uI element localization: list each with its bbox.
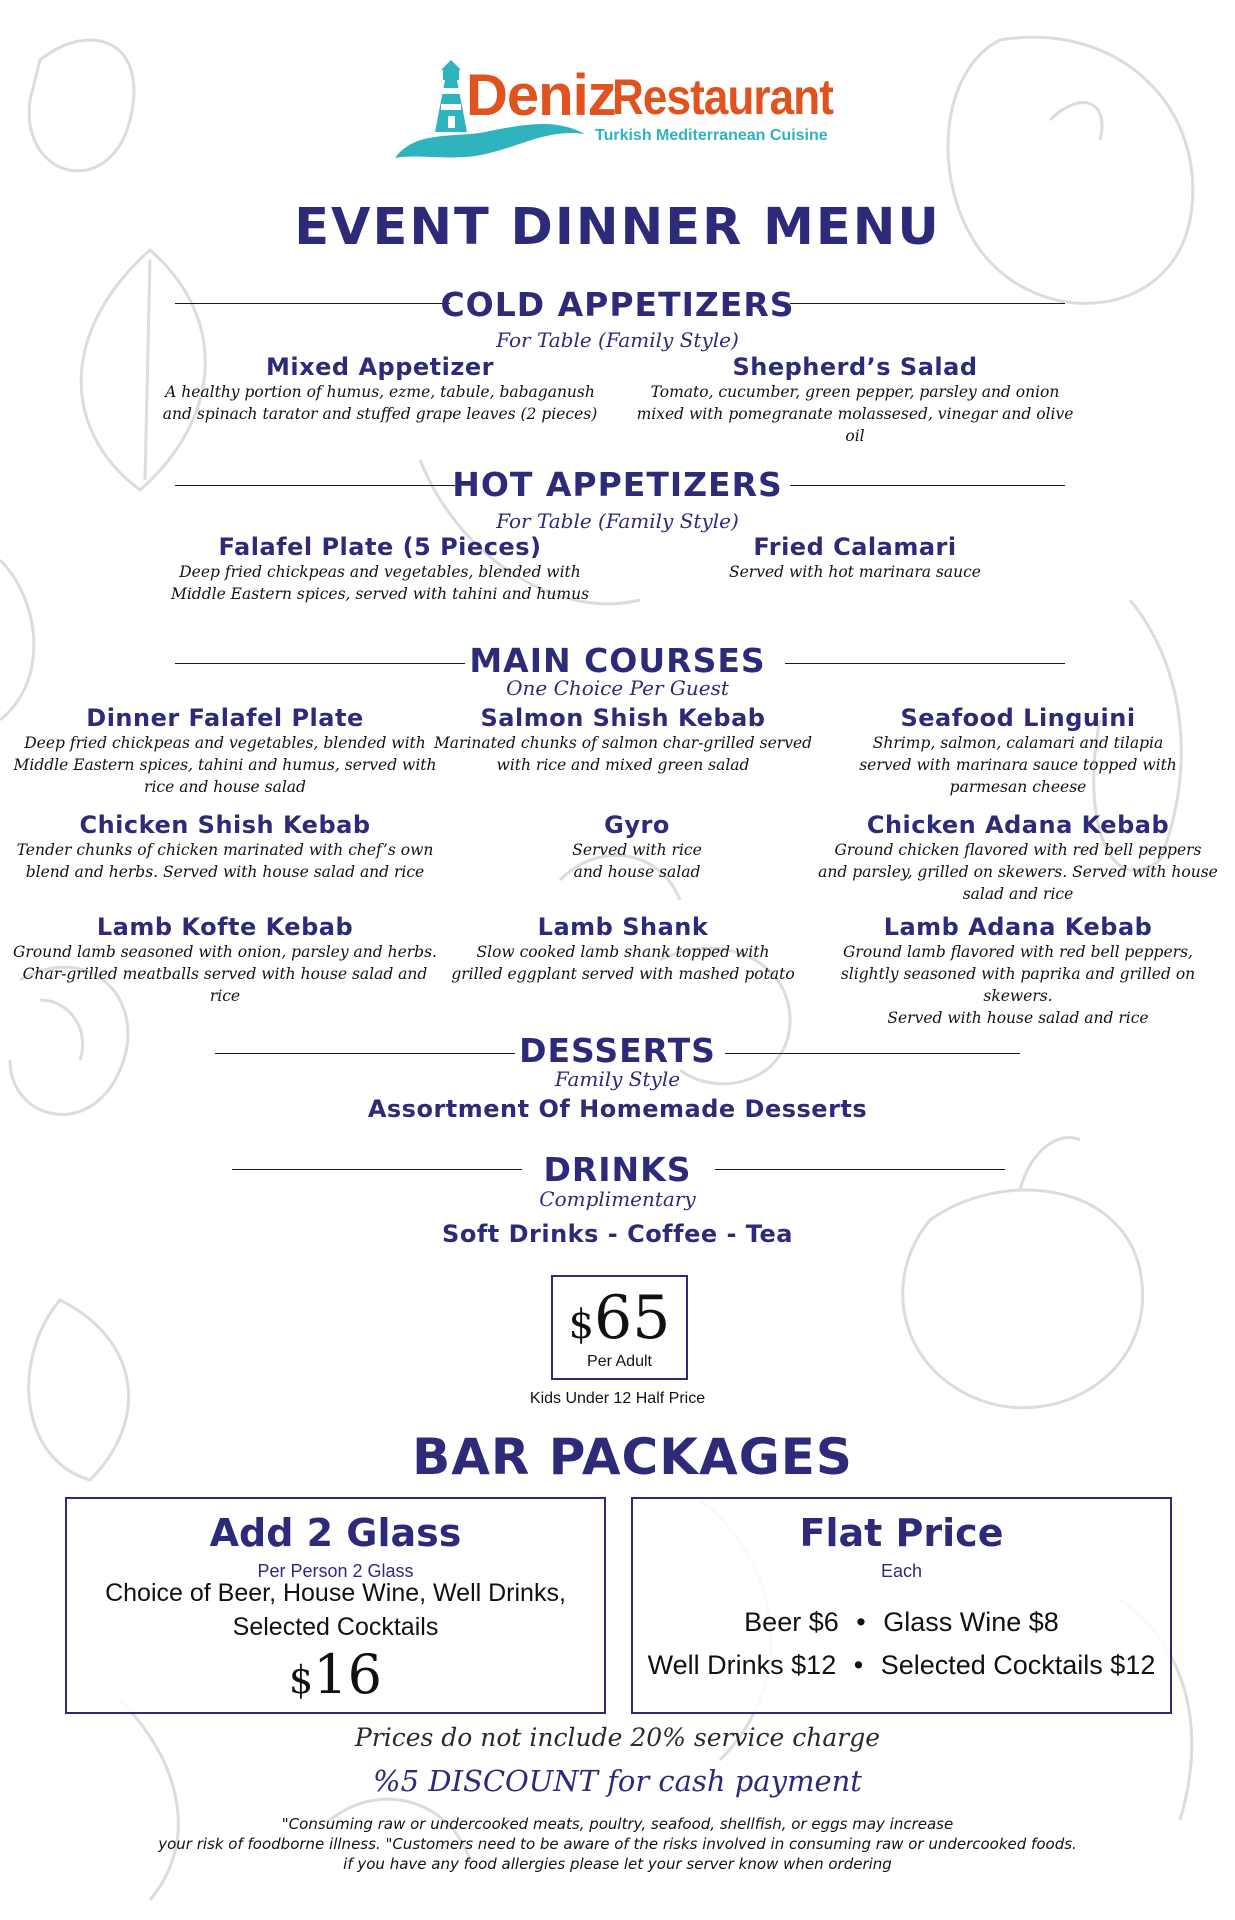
item-description: rice and house salad xyxy=(144,778,306,796)
item-name: Chicken Shish Kebab xyxy=(79,811,371,839)
item-name: Chicken Adana Kebab xyxy=(866,811,1170,839)
menu-item xyxy=(408,704,838,776)
add-glass-line1: Choice of Beer, House Wine, Well Drinks, xyxy=(105,1579,566,1607)
hot-appetizers-subtitle: For Table (Family Style) xyxy=(496,509,739,533)
item-name: Dinner Falafel Plate xyxy=(86,704,364,732)
flat-price-title: Flat Price xyxy=(799,1511,1004,1555)
price-per: Per Adult xyxy=(587,1353,652,1370)
desserts-title: DESSERTS xyxy=(519,1031,716,1070)
menu-item xyxy=(10,913,440,1007)
flat-price-subtitle: Each xyxy=(880,1561,923,1581)
item-description: Served with house salad and rice xyxy=(887,1009,1149,1027)
add-glass-title: Add 2 Glass xyxy=(209,1511,462,1555)
item-name: Salmon Shish Kebab xyxy=(480,704,766,732)
menu-item xyxy=(150,353,610,425)
beer-price: Beer $6 xyxy=(744,1607,839,1637)
add-glass-currency: $ xyxy=(289,1658,314,1702)
price-box xyxy=(551,1275,688,1380)
menu-item xyxy=(808,811,1228,905)
kids-note: Kids Under 12 Half Price xyxy=(529,1390,706,1407)
flat-price-row1 xyxy=(633,1607,1170,1638)
item-description: Ground chicken flavored with red bell peppers xyxy=(834,841,1202,859)
menu-item xyxy=(150,533,610,605)
service-charge-note: Prices do not include 20% service charge xyxy=(354,1723,881,1752)
item-description: blend and herbs. Served with house salad and rice xyxy=(25,863,425,881)
add-glass-line2: Selected Cocktails xyxy=(232,1613,439,1641)
flat-price-row2 xyxy=(633,1650,1170,1681)
item-description: Deep fried chickpeas and vegetables, blended with xyxy=(179,563,581,581)
bar-packages-title: BAR PACKAGES xyxy=(412,1428,853,1486)
item-description: Tender chunks of chicken marinated with chef’s own xyxy=(16,841,434,859)
item-description: grilled eggplant served with mashed potato xyxy=(451,965,795,983)
item-description: Marinated chunks of salmon char-grilled served xyxy=(433,734,813,752)
item-name: Falafel Plate (5 Pieces) xyxy=(218,533,542,561)
item-description: Served with rice xyxy=(572,841,702,859)
item-description: Served with hot marinara sauce xyxy=(729,563,981,581)
desserts-item: Assortment Of Homemade Desserts xyxy=(367,1095,868,1123)
add-glass-package xyxy=(65,1497,606,1714)
menu-item xyxy=(10,704,440,798)
item-description: Ground lamb seasoned with onion, parsley and herbs. xyxy=(13,943,437,961)
item-description: mixed with pomegranate molassesed, vinegar and olive oil xyxy=(636,405,1074,445)
item-description: Ground lamb flavored with red bell peppers, xyxy=(843,943,1193,961)
menu-item xyxy=(808,913,1228,1029)
drinks-item: Soft Drinks - Coffee - Tea xyxy=(442,1220,793,1248)
main-courses-subtitle: One Choice Per Guest xyxy=(506,676,729,700)
disclaimer-line: if you have any food allergies please let your server know when ordering xyxy=(343,1855,892,1873)
add-glass-price: $16 xyxy=(289,1643,382,1706)
price-amount: $65 xyxy=(568,1283,671,1353)
cocktails-price: Selected Cocktails $12 xyxy=(880,1650,1156,1680)
item-name: Lamb Shank xyxy=(537,913,709,941)
item-name: Gyro xyxy=(604,811,670,839)
brand-name-deniz: Deniz xyxy=(466,63,616,128)
bullet-separator: • xyxy=(856,1607,866,1637)
item-name: Lamb Kofte Kebab xyxy=(96,913,354,941)
item-name: Fried Calamari xyxy=(753,533,957,561)
item-description: Shrimp, salmon, calamari and tilapia xyxy=(872,734,1164,752)
cold-appetizers-title: COLD APPETIZERS xyxy=(440,285,795,324)
main-courses-title: MAIN COURSES xyxy=(469,641,766,680)
item-description: Middle Eastern spices, served with tahini and humus xyxy=(170,585,590,603)
item-description: Slow cooked lamb shank topped with xyxy=(476,943,770,961)
brand-tagline: Turkish Mediterranean Cuisine xyxy=(595,127,828,144)
drinks-subtitle: Complimentary xyxy=(539,1187,696,1211)
item-description: Tomato, cucumber, green pepper, parsley and onion xyxy=(650,383,1060,401)
item-name: Shepherd’s Salad xyxy=(732,353,978,381)
flat-price-package xyxy=(631,1497,1172,1714)
price-currency: $ xyxy=(568,1302,595,1348)
item-name: Lamb Adana Kebab xyxy=(883,913,1153,941)
well-drinks-price: Well Drinks $12 xyxy=(647,1650,837,1680)
food-safety-disclaimer xyxy=(0,1814,1235,1874)
item-description: and parsley, grilled on skewers. Served with house xyxy=(818,863,1218,881)
menu-item xyxy=(808,704,1228,798)
cash-discount-note: %5 DISCOUNT for cash payment xyxy=(373,1764,862,1798)
menu-item xyxy=(625,533,1085,583)
menu-item xyxy=(625,353,1085,447)
item-name: Mixed Appetizer xyxy=(266,353,494,381)
desserts-subtitle: Family Style xyxy=(554,1067,681,1091)
item-description: Char-grilled meatballs served with house salad and rice xyxy=(22,965,428,1005)
item-description: slightly seasoned with paprika and grilled on skewers. xyxy=(840,965,1196,1005)
menu-item xyxy=(408,913,838,985)
item-description: and spinach tarator and stuffed grape leaves (2 pieces) xyxy=(162,405,598,423)
wine-price: Glass Wine $8 xyxy=(883,1607,1059,1637)
brand-name-restaurant: Restaurant xyxy=(612,69,834,125)
item-description: with rice and mixed green salad xyxy=(496,756,750,774)
item-name: Seafood Linguini xyxy=(900,704,1136,732)
item-description: Deep fried chickpeas and vegetables, blended with xyxy=(24,734,426,752)
item-description: and house salad xyxy=(573,863,701,881)
item-description: A healthy portion of humus, ezme, tabule, babaganush xyxy=(165,383,595,401)
hot-appetizers-title: HOT APPETIZERS xyxy=(452,465,783,504)
cold-appetizers-subtitle: For Table (Family Style) xyxy=(496,328,739,352)
item-description: salad and rice xyxy=(962,885,1074,903)
item-description: served with marinara sauce topped with xyxy=(859,756,1177,774)
bullet-separator: • xyxy=(853,1650,864,1680)
add-glass-subtitle: Per Person 2 Glass xyxy=(257,1561,414,1581)
item-description: parmesan cheese xyxy=(949,778,1087,796)
menu-item xyxy=(422,811,852,883)
drinks-title: DRINKS xyxy=(543,1150,692,1189)
disclaimer-line: "Consuming raw or undercooked meats, poultry, seafood, shellfish, or eggs may increase xyxy=(281,1815,954,1833)
menu-item xyxy=(10,811,440,883)
disclaimer-line: your risk of foodborne illness. "Customers need to be aware of the risks involved in consuming raw or undercooked foods. xyxy=(158,1835,1077,1853)
menu-title: EVENT DINNER MENU xyxy=(294,198,941,257)
item-description: Middle Eastern spices, tahini and humus, served with xyxy=(13,756,437,774)
